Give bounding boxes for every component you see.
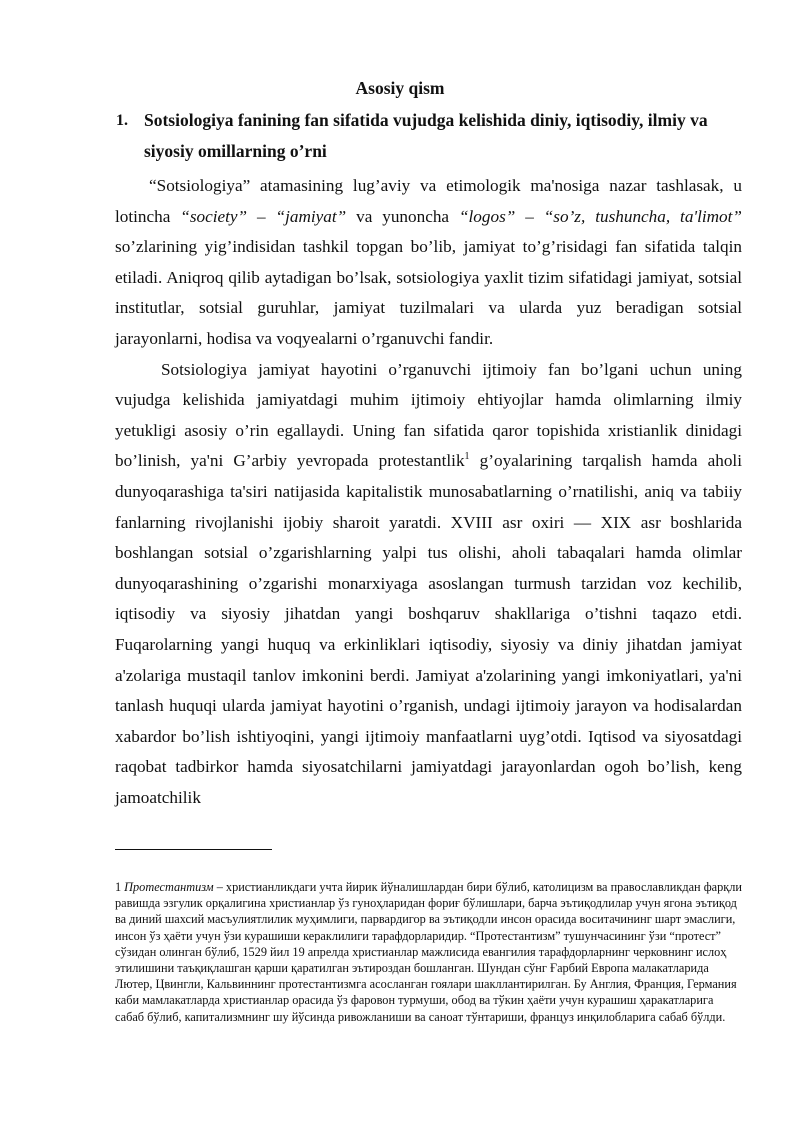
heading-number: 1. bbox=[116, 112, 128, 129]
footnote-number: 1 bbox=[115, 880, 122, 894]
paragraph-2-before-note: Sotsiologiya jamiyat hayotini o’rganuvchi ijtimoiy fan bo’lgani uchun uning vujudga kelishida jamiyatdagi muhim ijtimoiy ehtiyojlar hamda olimlarning ilmiy yetukligi asosiy o’rin egallaydi. Uning fan sifatida qaror topishida xristianlik dinidagi bo’linish, ya'ni G’arbiy yevropada protestantlik bbox=[115, 359, 742, 471]
footnote-text: – христианликдаги учта йирик йўналишлардан бири бўлиб, католицизм ва православликдан фарқли равишда эзгулик орқалигина христианлар ўз гуноҳларидан фориғ бўлишлари, барча эътиқодлилар учун ягона эътиқод ва диний шахсий масъулиятлилик муҳимлиги, парвардигор ва эътиқодли инсон орасида воситачининг шарт эмаслиги, инсон ўз ҳаёти учун ўзи курашиши кераклилиги тарафдорларидир. “Протестантизм” тушунчасининг ўзи “протест” сўзидан олинган бўлиб, 1529 йил 19 апрелда христианлар мажлисида евангилия тарафдорларнинг черковнинг ислоҳ этилишини таъқиқлашган қарши қаратилган эътироздан бошланган. Шундан сўнг Ғарбий Европа малакатларида Лютер, Цвингли, Кальвиннинг протестантизмга асосланган гоялари шакллантирилган. Бу Англия, Франция, Германия каби мамлакатларда христианлар орасида ўз фаровон турмуши, обод ва тўкин ҳаёти учун курашиш ҳаракатларига сабаб бўлиб, капитализмнинг шу йўсинда ривожланиши ва саноат тўнтариши, француз инқилобларига сабаб бўлди. bbox=[115, 880, 742, 1024]
paragraph-1-italic-1: “society” – “jamiyat” bbox=[180, 206, 347, 226]
body-text bbox=[115, 171, 742, 813]
paragraph-1-part-3: so’zlarining yig’indisidan tashkil topgan bo’lib, jamiyat to’g’risidagi fan sifatida talqin etiladi. Aniqroq qilib aytadigan bo’lsak, sotsiologiya yaxlit tizim sifatidagi jamiyat, sotsial institutlar, sotsial guruhlar, jamiyat tuzilmalari va ularda yuz beradigan sotsial jarayonlarni, hodisa va voqyealarni o’rganuvchi fandir. bbox=[115, 237, 742, 348]
footnote-separator bbox=[115, 849, 272, 850]
paragraph-2 bbox=[115, 355, 742, 814]
footnote-term: Протестантизм bbox=[124, 880, 214, 894]
section-heading bbox=[116, 105, 746, 167]
section-title: Asosiy qism bbox=[355, 78, 445, 98]
footnote-reference[interactable]: 1 bbox=[464, 451, 470, 463]
paragraph-1-italic-2: “logos” – “so’z, tushuncha, ta'limot” bbox=[458, 206, 742, 226]
heading-text: Sotsiologiya fanining fan sifatida vujudga kelishida diniy, iqtisodiy, ilmiy va siyosiy omillarning o’rni bbox=[144, 110, 708, 161]
footnote bbox=[115, 879, 745, 1025]
paragraph-1-part-1: “Sotsiologiya” atamasining lug’aviy va etimologik ma'nosiga nazar tashlasak, u lotincha bbox=[115, 176, 742, 226]
paragraph-2-after-note: g’oyalarining tarqalish hamda aholi dunyoqarashiga ta'siri natijasida kapitalistik munosabatlarning o’rnatilishi, aniq va tabiiy fanlarning rivojlanishi ijobiy sharoit yaratdi. XVIII asr oxiri — XIX asr boshlarida boshlangan sotsial o’zgarishlarning yalpi tus olishi, aholi tabaqalari hamda olimlar dunyoqarashining o’zgarishi monarxiyaga asoslangan turmush tarzidan voz kechilib, iqtisodiy va siyosiy jihatdan yangi boshqaruv shakllariga o’tishni taqazo etdi. Fuqarolarning yangi huquq va erkinliklari iqtisodiy, siyosiy va diniy jihatdan jamiyat a'zolariga mustaqil tanlov imkonini berdi. Jamiyat a'zolarining yangi imkoniyatlari, ya'ni tanlash huquqi ularda jamiyat hayotini o’rganish, undagi ijtimoiy jarayon va hodisalardan xabardor bo’lish ishtiyoqini, yangi ijtimoiy manfaatlarni uyg’otdi. Iqtisod va siyosatdagi raqobat tadbirkor hamda siyosatchilarni jamiyatdagi jarayonlardan ogoh bo’lish, keng jamoatchilik bbox=[115, 451, 742, 807]
paragraph-1-part-2: va yunoncha bbox=[346, 206, 459, 226]
paragraph-1 bbox=[115, 171, 742, 355]
